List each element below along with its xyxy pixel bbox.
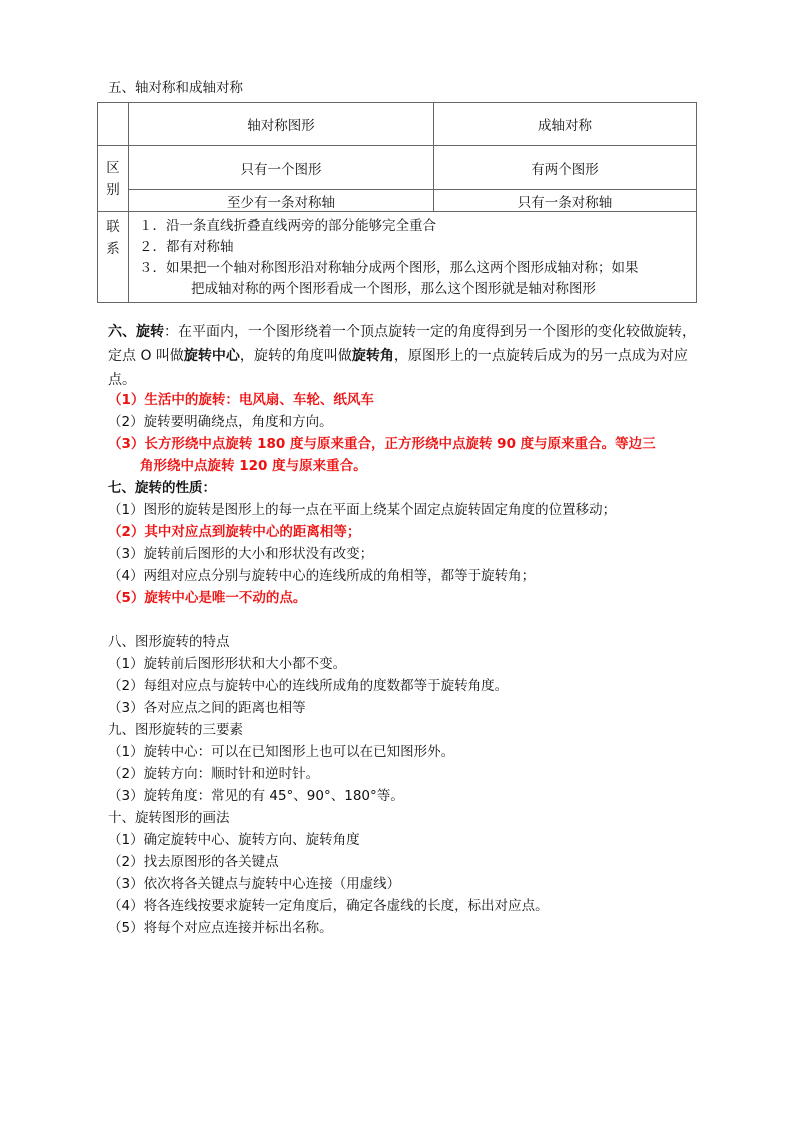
link-item: 把成轴对称的两个图形看成一个图形，那么这个图形就是轴对称图形 — [191, 281, 596, 297]
link-item: １．沿一条直线折叠直线两旁的部分能够完全重合 — [139, 218, 436, 234]
table-diff-label: 区 别 — [98, 146, 129, 212]
section10-title: 十、旋转图形的画法 — [108, 810, 230, 826]
list-item: （3）旋转前后图形的大小和形状没有改变； — [108, 546, 374, 562]
section7-title: 七、旋转的性质： — [108, 480, 216, 496]
list-item: 角形绕中点旋转 120 度与原来重合。 — [140, 458, 367, 474]
section8-title: 八、图形旋转的特点 — [108, 634, 230, 650]
list-item: （1）图形的旋转是图形上的每一点在平面上绕某个固定点旋转固定角度的位置移动； — [108, 502, 617, 518]
list-item: （3）旋转角度：常见的有 45°、90°、180°等。 — [108, 788, 404, 804]
term-rotation-angle: 旋转角 — [351, 348, 394, 364]
list-item: （1）旋转前后图形形状和大小都不变。 — [108, 656, 347, 672]
list-item: （1）生活中的旋转：电风扇、车轮、纸风车 — [108, 392, 374, 408]
section6-paragraph: 六、旋转：在平面内，一个图形绕着一个顶点旋转一定的角度得到另一个图形的变化较做旋转，定点 O 叫做旋转中心，旋转的角度叫做旋转角，原图形上的一点旋转后成为的另一点成为对应点。 — [108, 324, 696, 388]
section5-title: 五、轴对称和成轴对称 — [108, 80, 243, 96]
table-cell: 只有一条对称轴 — [434, 190, 697, 212]
table-cell: 只有一个图形 — [129, 146, 434, 190]
table-header-pairsym: 成轴对称 — [434, 103, 697, 146]
list-item: （5）旋转中心是唯一不动的点。 — [108, 590, 307, 606]
list-item: （2）每组对应点与旋转中心的连线所成角的度数都等于旋转角度。 — [108, 678, 509, 694]
section6-head: 六、旋转 — [108, 324, 164, 340]
list-item: （4）两组对应点分别与旋转中心的连线所成的角相等，都等于旋转角； — [108, 568, 536, 584]
list-item: （3）各对应点之间的距离也相等 — [108, 700, 306, 716]
section9-title: 九、图形旋转的三要素 — [108, 722, 243, 738]
table-header-axisym: 轴对称图形 — [129, 103, 434, 146]
list-item: （3）长方形绕中点旋转 180 度与原来重合，正方形绕中点旋转 90 度与原来重合。等边三 — [108, 436, 656, 452]
table-corner-cell — [98, 103, 129, 146]
list-item: （1）旋转中心：可以在已知图形上也可以在已知图形外。 — [108, 744, 455, 760]
term-rotation-center: 旋转中心 — [183, 348, 240, 364]
comparison-table — [97, 102, 697, 303]
table-link-label: 联 系 — [98, 212, 129, 303]
list-item: （2）其中对应点到旋转中心的距离相等； — [108, 524, 361, 540]
link-item: ２．都有对称轴 — [139, 239, 234, 255]
link-item: ３．如果把一个轴对称图形沿对称轴分成两个图形，那么这两个图形成轴对称；如果 — [139, 260, 639, 276]
list-item: （2）找去原图形的各关键点 — [108, 854, 279, 870]
table-cell: 至少有一条对称轴 — [129, 190, 434, 212]
list-item: （2）旋转要明确绕点，角度和方向。 — [108, 414, 333, 430]
table-link-cell — [129, 212, 697, 303]
table-cell: 有两个图形 — [434, 146, 697, 190]
list-item: （5）将每个对应点连接并标出名称。 — [108, 920, 333, 936]
list-item: （4）将各连线按要求旋转一定角度后，确定各虚线的长度，标出对应点。 — [108, 898, 549, 914]
list-item: （3）依次将各关键点与旋转中心连接（用虚线） — [108, 876, 401, 892]
list-item: （2）旋转方向：顺时针和逆时针。 — [108, 766, 320, 782]
list-item: （1）确定旋转中心、旋转方向、旋转角度 — [108, 832, 360, 848]
